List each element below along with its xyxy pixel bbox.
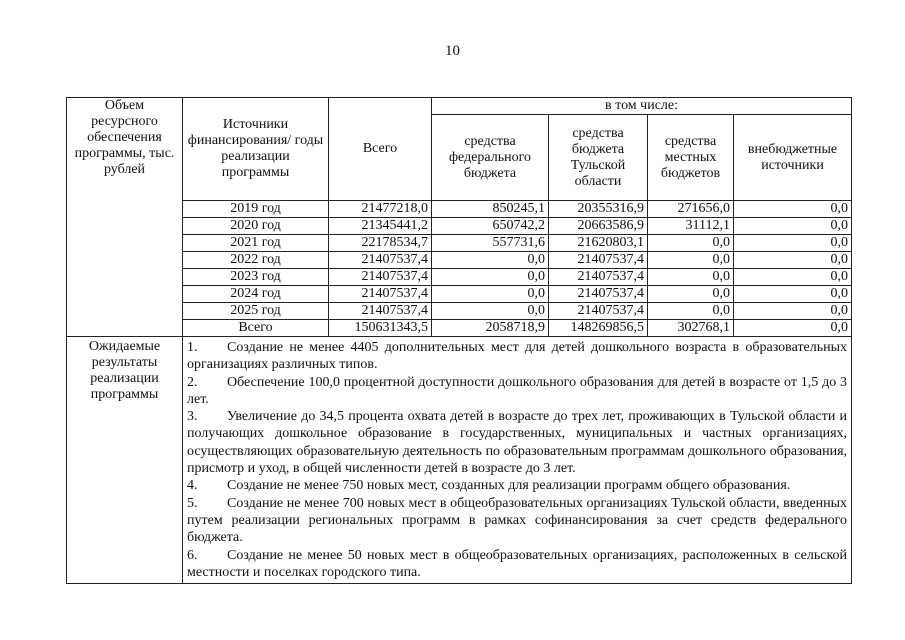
row-year: Всего xyxy=(183,320,329,337)
list-item-text: Создание не менее 50 новых мест в общеобразовательных организациях, расположенных в сельской местности и поселках городского типа. xyxy=(187,547,848,580)
header-extra: внебюджетные источники xyxy=(734,115,852,201)
row-regional: 21407537,4 xyxy=(549,303,648,320)
list-item xyxy=(187,547,847,582)
row-local: 302768,1 xyxy=(648,320,734,337)
list-item-number: 4. xyxy=(187,478,198,494)
row-total: 21407537,4 xyxy=(329,252,432,269)
header-regional: средства бюджета Тульской области xyxy=(549,115,648,201)
row-extra: 0,0 xyxy=(734,201,852,218)
list-item xyxy=(187,408,847,477)
list-item-number: 1. xyxy=(187,340,198,355)
row-extra: 0,0 xyxy=(734,320,852,337)
row-extra: 0,0 xyxy=(734,303,852,320)
row-local: 0,0 xyxy=(648,235,734,252)
header-federal: средства федерального бюджета xyxy=(432,115,549,201)
row-federal: 0,0 xyxy=(432,252,549,269)
row-local: 271656,0 xyxy=(648,201,734,218)
list-item-text: Обеспечение 100,0 процентной доступности дошкольного образования для детей в возрасте от 1,5 до 3 лет. xyxy=(187,374,848,407)
row-total: 21407537,4 xyxy=(329,303,432,320)
list-item xyxy=(187,477,847,494)
header-including: в том числе: xyxy=(432,98,852,115)
resources-label: Объем ресурсного обеспечения программы, тыс. рублей xyxy=(67,98,183,337)
row-year: 2024 год xyxy=(183,286,329,303)
row-local: 0,0 xyxy=(648,252,734,269)
row-total: 21345441,2 xyxy=(329,218,432,235)
header-local: средства местных бюджетов xyxy=(648,115,734,201)
row-federal: 2058718,9 xyxy=(432,320,549,337)
row-regional: 21407537,4 xyxy=(549,269,648,286)
row-year: 2023 год xyxy=(183,269,329,286)
table-row xyxy=(67,218,852,235)
row-regional: 21407537,4 xyxy=(549,252,648,269)
row-total: 21477218,0 xyxy=(329,201,432,218)
row-total: 22178534,7 xyxy=(329,235,432,252)
table-row xyxy=(67,235,852,252)
header-total: Всего xyxy=(329,98,432,201)
row-year: 2020 год xyxy=(183,218,329,235)
row-extra: 0,0 xyxy=(734,218,852,235)
list-item-text: Создание не менее 700 новых мест в общеобразовательных организациях Тульской области, введенных путем реализации региональных программ в рамках софинансирования за счет средств федерального бюджета. xyxy=(187,495,848,546)
list-item-number: 6. xyxy=(187,547,198,563)
row-extra: 0,0 xyxy=(734,269,852,286)
table-row xyxy=(67,320,852,337)
list-item-number: 3. xyxy=(187,409,198,425)
row-regional: 20355316,9 xyxy=(549,201,648,218)
table-row xyxy=(67,252,852,269)
header-sources: Источники финансирования/ годы реализации программы xyxy=(183,98,329,201)
row-federal: 0,0 xyxy=(432,286,549,303)
row-local: 31112,1 xyxy=(648,218,734,235)
list-item-text: Создание не менее 4405 дополнительных мест для детей дошкольного возраста в образовательных организациях различных типов. xyxy=(187,340,848,373)
list-item-number: 5. xyxy=(187,495,198,511)
row-total: 150631343,5 xyxy=(329,320,432,337)
list-item xyxy=(187,374,847,409)
list-item-number: 2. xyxy=(187,374,198,390)
program-passport-table xyxy=(66,97,852,584)
row-federal: 850245,1 xyxy=(432,201,549,218)
row-regional: 20663586,9 xyxy=(549,218,648,235)
list-item xyxy=(187,339,847,374)
row-federal: 650742,2 xyxy=(432,218,549,235)
page-number: 10 xyxy=(445,43,460,59)
row-total: 21407537,4 xyxy=(329,286,432,303)
row-year: 2019 год xyxy=(183,201,329,218)
row-local: 0,0 xyxy=(648,303,734,320)
row-local: 0,0 xyxy=(648,269,734,286)
row-regional: 21407537,4 xyxy=(549,286,648,303)
row-regional: 21620803,1 xyxy=(549,235,648,252)
table-row xyxy=(67,286,852,303)
row-federal: 0,0 xyxy=(432,303,549,320)
row-federal: 557731,6 xyxy=(432,235,549,252)
row-local: 0,0 xyxy=(648,286,734,303)
row-year: 2025 год xyxy=(183,303,329,320)
results-list xyxy=(183,337,852,584)
row-total: 21407537,4 xyxy=(329,269,432,286)
list-item xyxy=(187,495,847,547)
row-extra: 0,0 xyxy=(734,286,852,303)
results-label: Ожидаемые результаты реализации программы xyxy=(67,337,183,584)
table-row xyxy=(67,269,852,286)
list-item-text: Увеличение до 34,5 процента охвата детей в возрасте до трех лет, проживающих в Тульской области и получающих дошкольное образование в государственных, муниципальных и частных организациях, осуществляющих образовательную деятельность по образовательным программам дошкольного образования, присмотр и уход, в общей численности детей в возрасте до 3 лет. xyxy=(187,409,848,477)
list-item-text: Создание не менее 750 новых мест, созданных для реализации программ общего образования. xyxy=(227,478,791,494)
row-year: 2022 год xyxy=(183,252,329,269)
table-row xyxy=(67,201,852,218)
row-federal: 0,0 xyxy=(432,269,549,286)
row-extra: 0,0 xyxy=(734,235,852,252)
table-row xyxy=(67,303,852,320)
row-regional: 148269856,5 xyxy=(549,320,648,337)
row-extra: 0,0 xyxy=(734,252,852,269)
row-year: 2021 год xyxy=(183,235,329,252)
results-row xyxy=(67,337,852,584)
